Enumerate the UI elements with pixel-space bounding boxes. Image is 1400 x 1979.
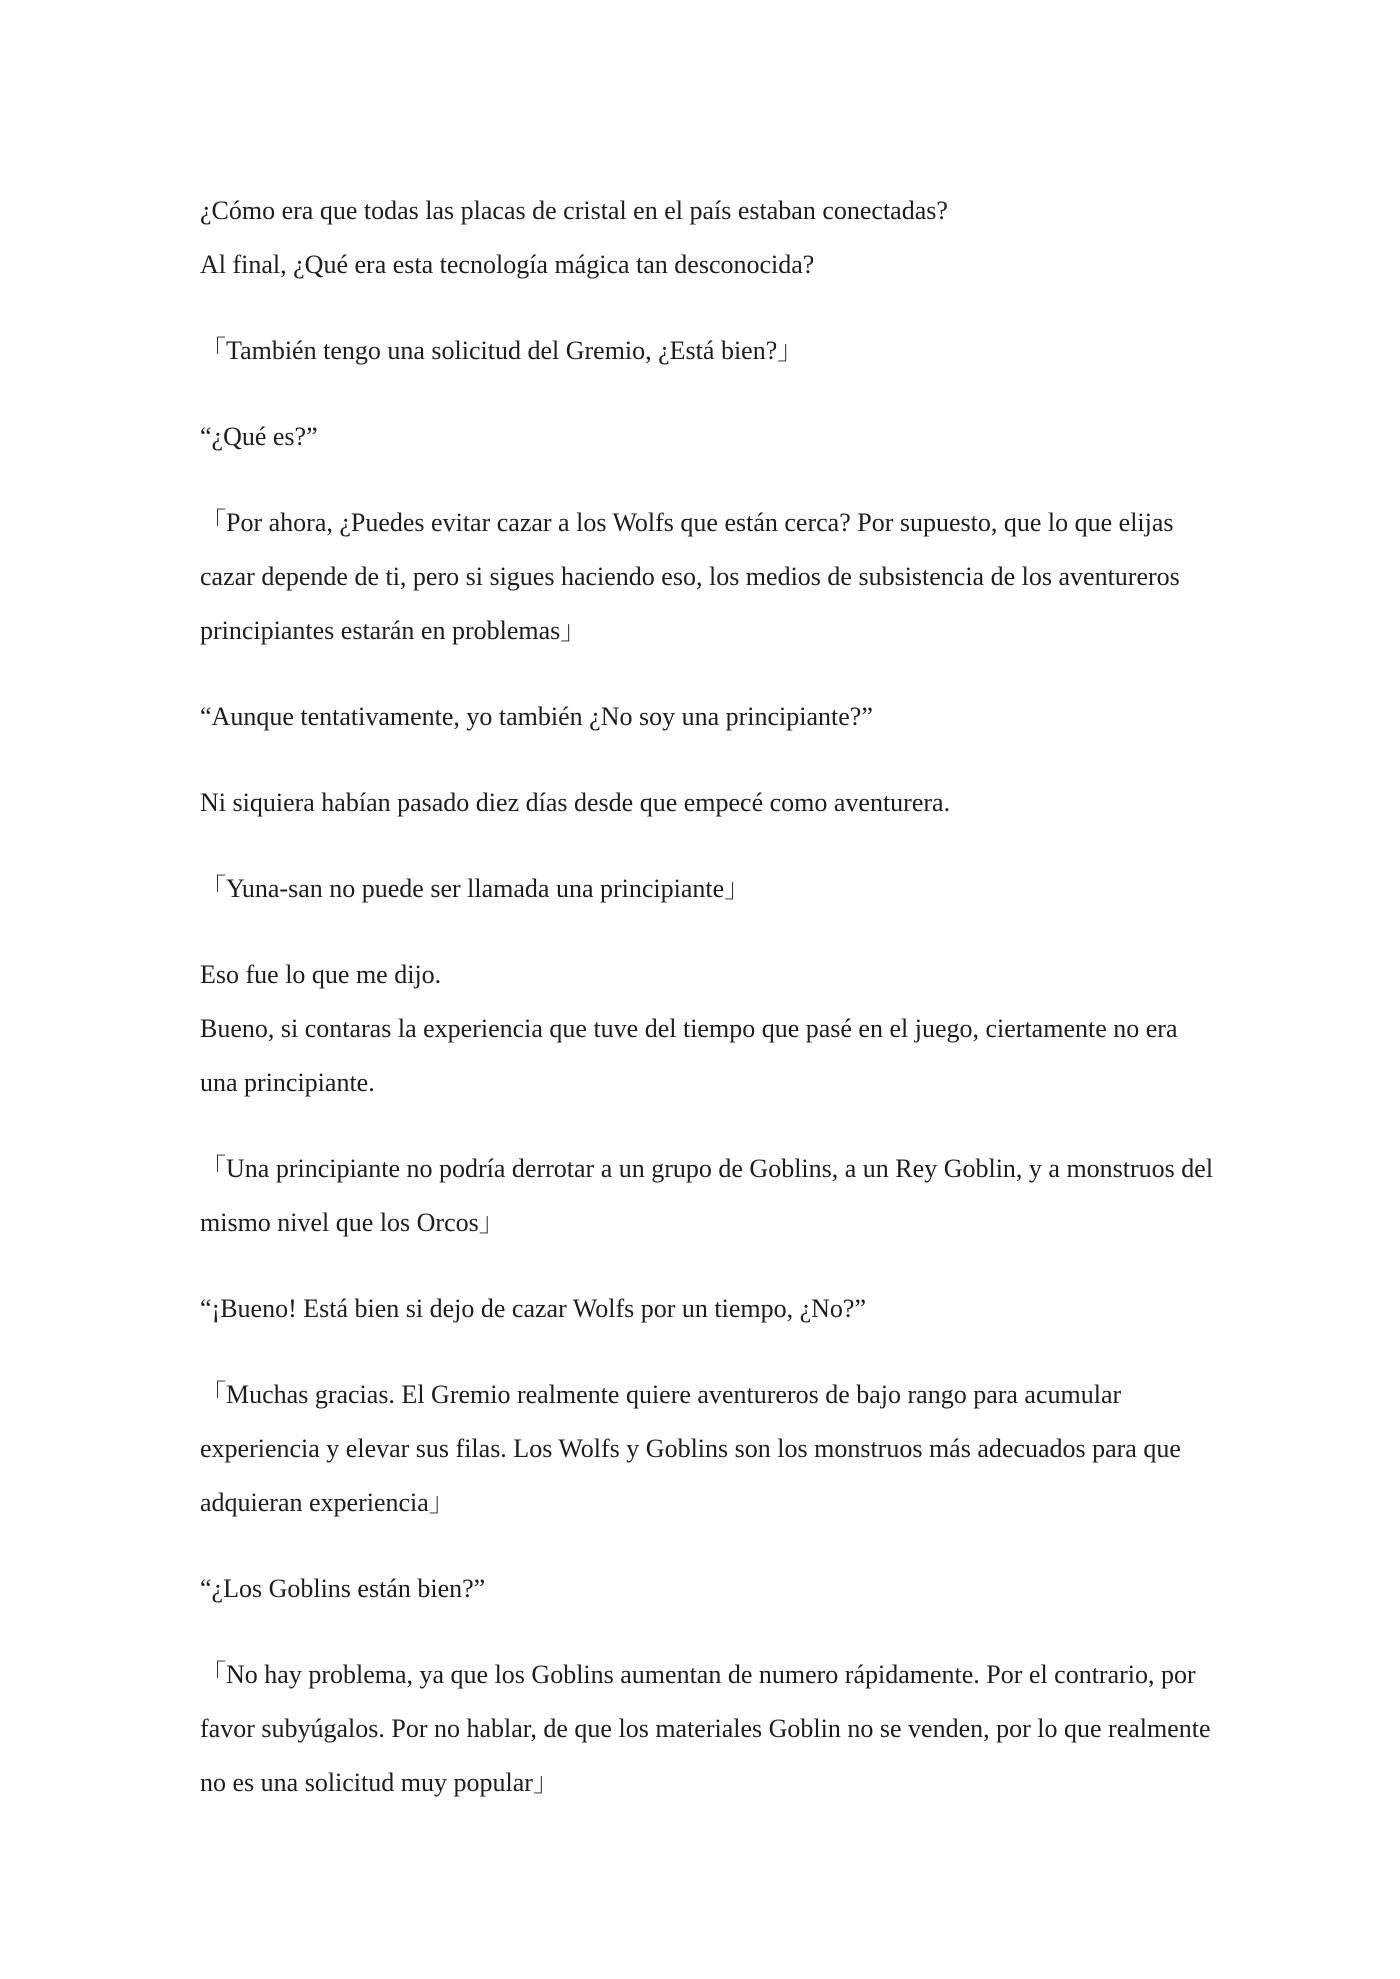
paragraph-dialogue-10: 「No hay problema, ya que los Goblins aumentan de numero rápidamente. Por el contrario, por favor subyúgalos. Por no hablar, de que los materiales Goblin no se venden, por lo que realmente no es una solicitud muy popular」 — [200, 1660, 1211, 1797]
paragraph-dialogue-6: 「Una principiante no podría derrotar a un grupo de Goblins, a un Rey Goblin, y a monstruos del mismo nivel que los Orcos」 — [200, 1154, 1214, 1237]
paragraph-dialogue-9: “¿Los Goblins están bien?” — [200, 1574, 486, 1603]
paragraph-dialogue-8: 「Muchas gracias. El Gremio realmente quiere aventureros de bajo rango para acumular experiencia y elevar sus filas. Los Wolfs y Goblins son los monstruos más adecuados para que adquieran experiencia」 — [200, 1380, 1181, 1517]
paragraph-narration-2: Ni siquiera habían pasado diez días desde que empecé como aventurera. — [200, 788, 951, 817]
paragraph-dialogue-5: 「Yuna-san no puede ser llamada una principiante」 — [200, 874, 751, 903]
paragraph-dialogue-7: “¡Bueno! Está bien si dejo de cazar Wolfs por un tiempo, ¿No?” — [200, 1294, 866, 1323]
paragraph-dialogue-4: “Aunque tentativamente, yo también ¿No soy una principiante?” — [200, 702, 873, 731]
paragraph-dialogue-2: “¿Qué es?” — [200, 422, 318, 451]
document-body — [200, 184, 1220, 1810]
paragraph-narration-3: Eso fue lo que me dijo. Bueno, si contaras la experiencia que tuve del tiempo que pasé en el juego, ciertamente no era una principiante. — [200, 960, 1178, 1097]
paragraph-dialogue-3: 「Por ahora, ¿Puedes evitar cazar a los Wolfs que están cerca? Por supuesto, que lo que elijas cazar depende de ti, pero si sigues haciendo eso, los medios de subsistencia de los aventureros principiantes estarán en problemas」 — [200, 508, 1180, 645]
paragraph-dialogue-1: 「También tengo una solicitud del Gremio, ¿Está bien?」 — [200, 336, 804, 365]
paragraph-narration-1: ¿Cómo era que todas las placas de cristal en el país estaban conectadas? Al final, ¿Qué era esta tecnología mágica tan desconocida? — [200, 196, 948, 279]
